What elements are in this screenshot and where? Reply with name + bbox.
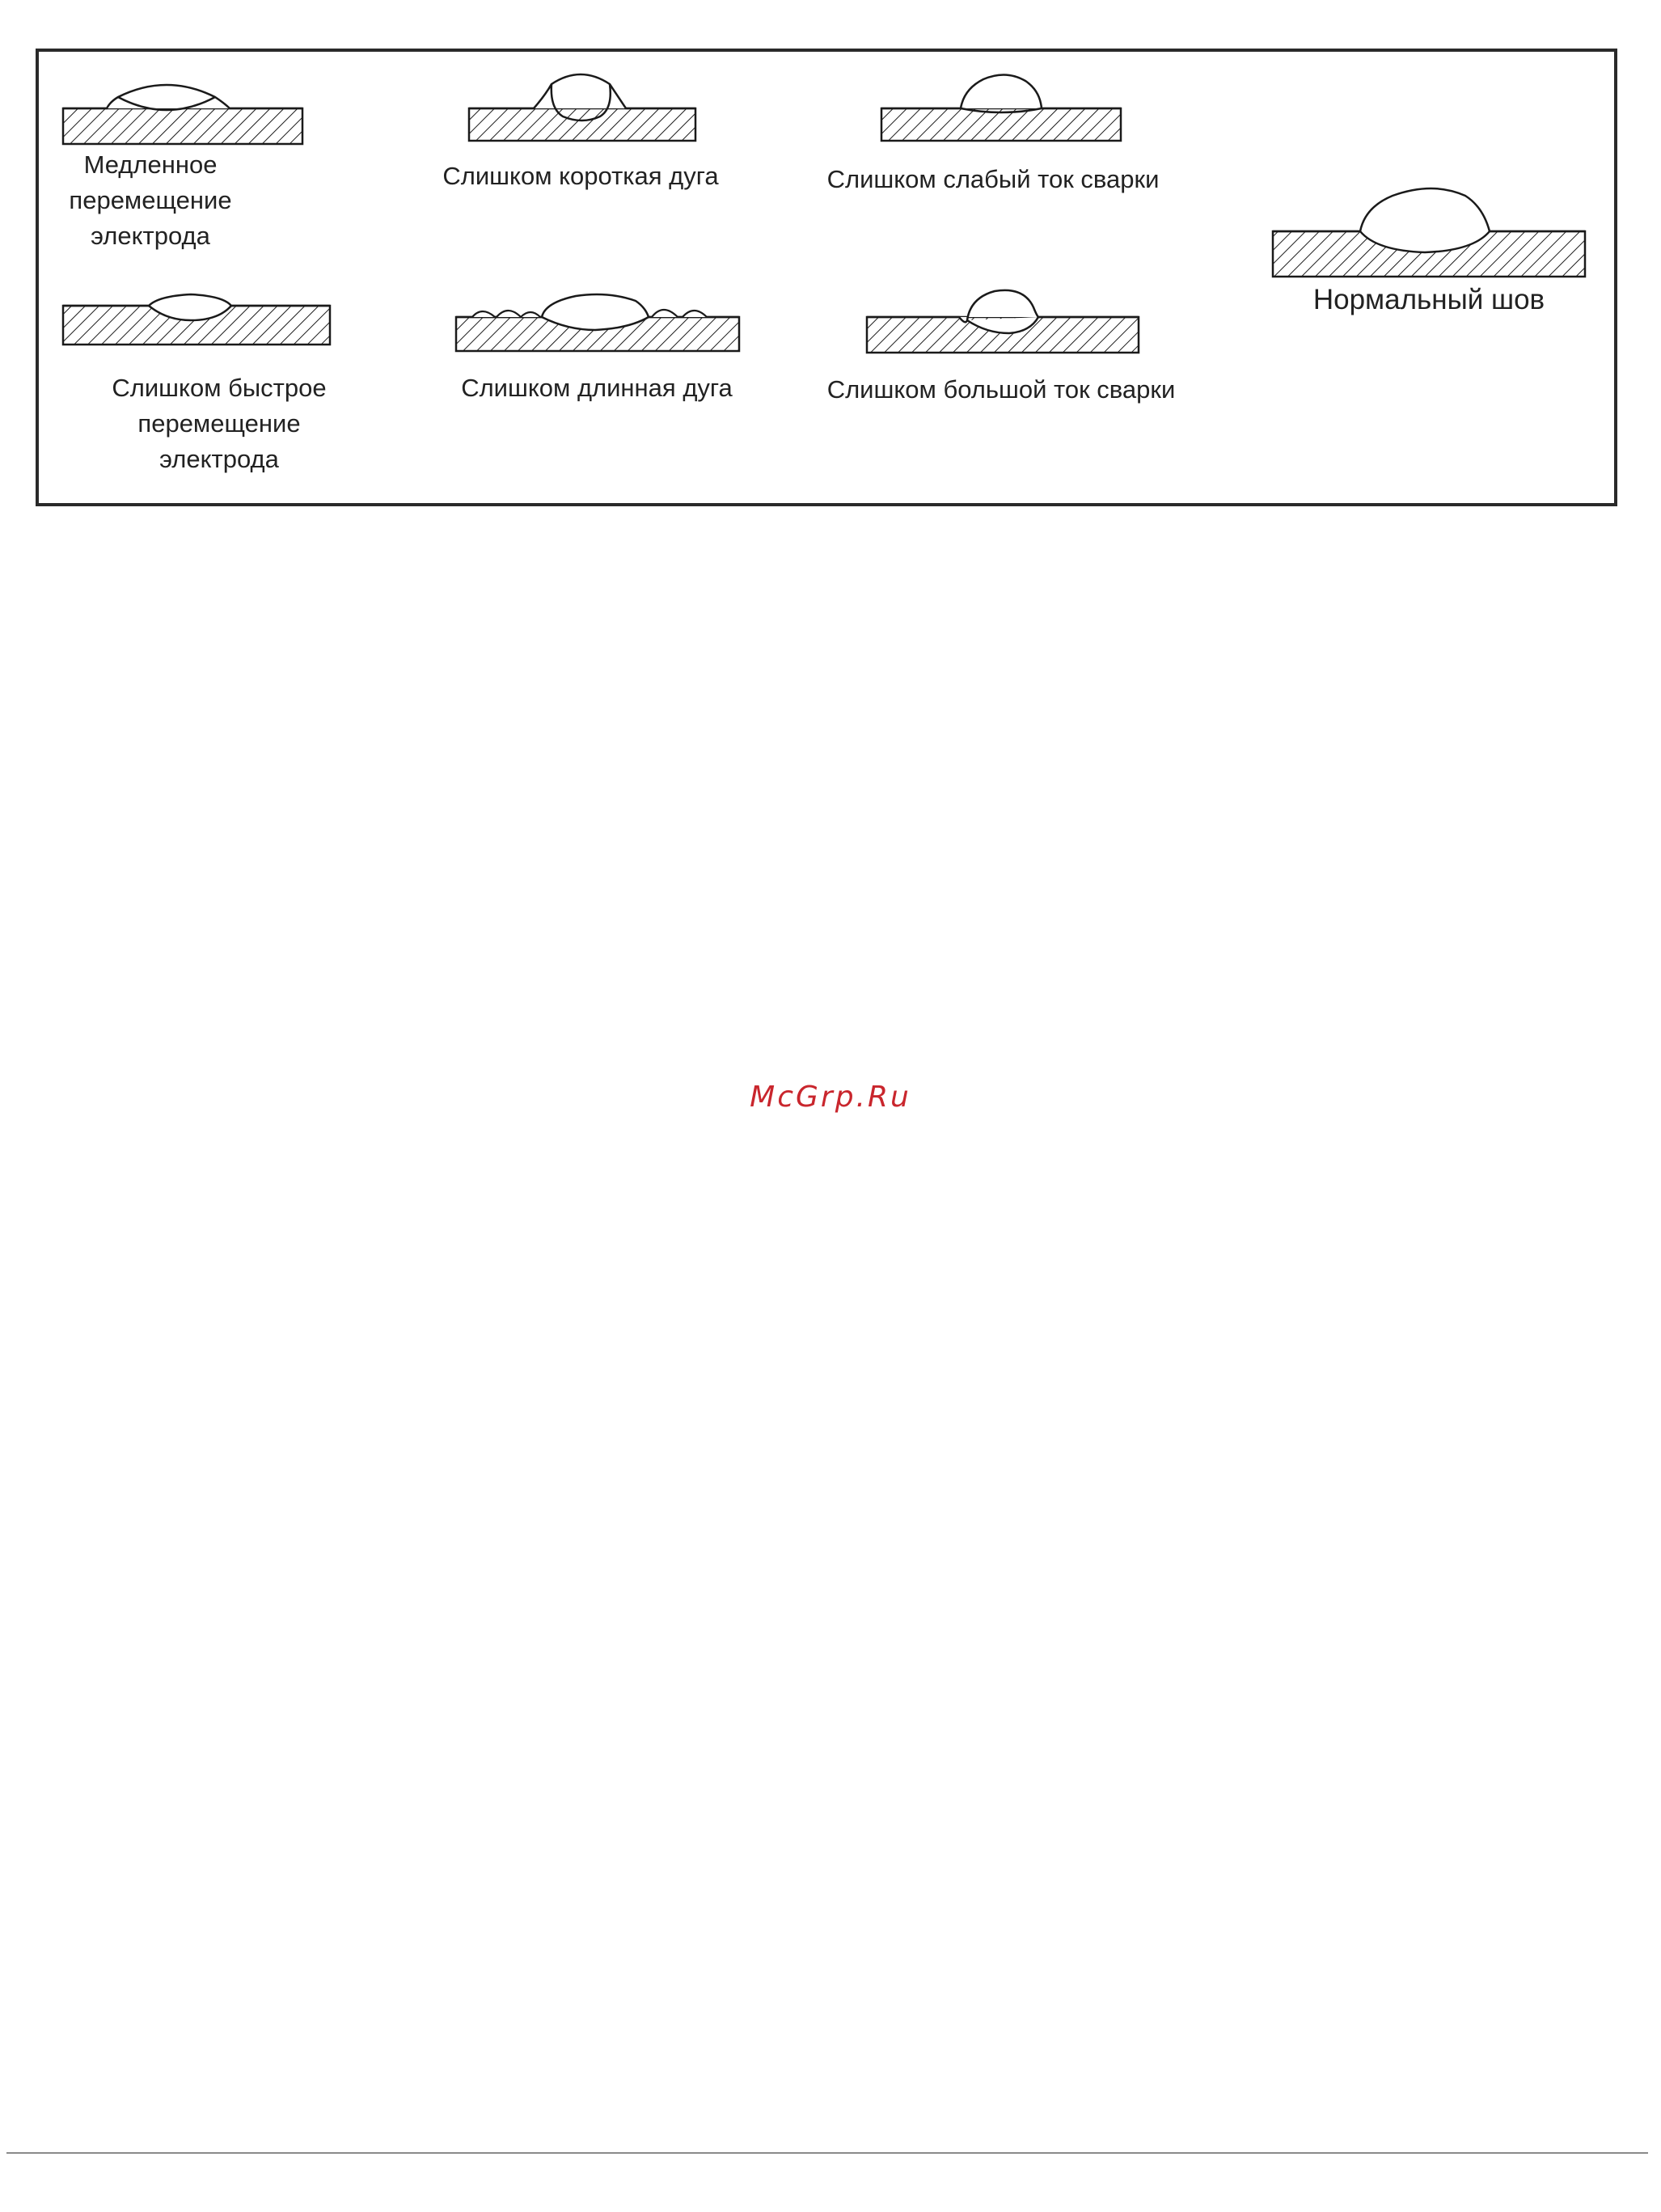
caption-high-current bbox=[799, 372, 1203, 408]
caption-fast-electrode bbox=[61, 370, 377, 477]
weld-figure-slow-electrode bbox=[61, 70, 304, 150]
caption-slow-electrode bbox=[61, 147, 239, 254]
weld-figure-low-current bbox=[880, 66, 1122, 147]
caption-line: Слишком слабый ток сварки bbox=[826, 165, 1160, 193]
weld-figure-fast-electrode bbox=[61, 288, 332, 353]
weld-figure-short-arc bbox=[467, 66, 697, 147]
watermark-text: McGrp.Ru bbox=[750, 1081, 911, 1114]
caption-line: Слишком короткая дуга bbox=[442, 162, 719, 190]
caption-line: Медленное bbox=[83, 150, 218, 179]
weld-figure-normal bbox=[1271, 183, 1587, 280]
caption-short-arc bbox=[419, 159, 742, 194]
caption-line: перемещение bbox=[137, 409, 301, 438]
caption-line: Слишком большой ток сварки bbox=[826, 375, 1176, 404]
caption-line: перемещение bbox=[69, 186, 232, 214]
caption-low-current bbox=[799, 162, 1187, 197]
caption-long-arc bbox=[435, 370, 759, 406]
caption-line: электрода bbox=[159, 445, 279, 473]
weld-figure-high-current bbox=[865, 275, 1140, 356]
footer-divider bbox=[6, 2152, 1648, 2154]
diagram-frame bbox=[36, 49, 1617, 506]
caption-line: электрода bbox=[91, 222, 210, 250]
caption-normal-weld bbox=[1271, 281, 1587, 319]
caption-line: Слишком длинная дуга bbox=[461, 374, 733, 402]
caption-line: Нормальный шов bbox=[1312, 284, 1545, 315]
caption-line: Слишком быстрое bbox=[112, 374, 327, 402]
weld-figure-long-arc bbox=[454, 277, 741, 357]
